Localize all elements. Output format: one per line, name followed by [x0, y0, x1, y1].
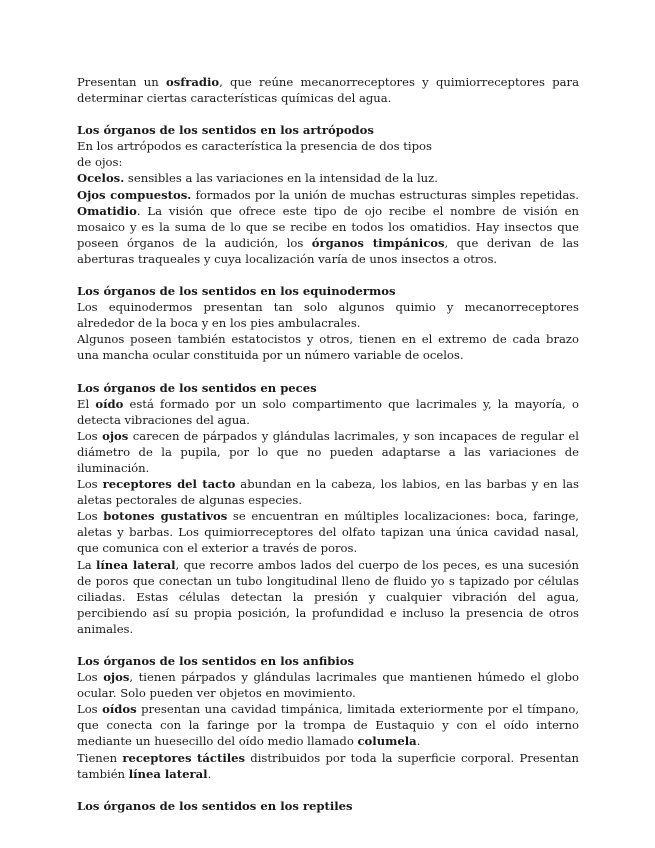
- ocelos-paragraph: [77, 170, 579, 186]
- term-oidos: oídos: [102, 702, 137, 717]
- ojos-compuestos-paragraph: [77, 187, 579, 267]
- compuestos-text: formados por la unión de muchas estructuras simples repetidas.: [191, 187, 579, 202]
- term-oido: oído: [95, 396, 124, 411]
- ocelos-text: sensibles a las variaciones en la intensidad de la luz.: [124, 171, 438, 186]
- peces-text: está formado por un solo compartimento que lacrimales y, la mayoría, o detecta vibraciones del agua.: [77, 396, 580, 427]
- anfibios-oidos-paragraph: [77, 701, 579, 749]
- term-columela: columela: [357, 734, 417, 749]
- term-omatidio: Omatidio: [77, 203, 137, 218]
- equinodermos-paragraph-1: Los equinodermos presentan tan solo algunos quimio y mecanorreceptores alrededor de la boca y en los pies ambulacrales.: [77, 300, 579, 331]
- peces-text: , que recorre ambos lados del cuerpo de los peces, es una sucesión de poros que conectan un tubo longitudinal lleno de fluido yo s tapizado por células ciliadas. Estas células detectan la presión y cualquier vibración del agua, percibiendo así su propia posición, la profundidad e incluso la presencia de otros animales.: [77, 557, 579, 636]
- peces-text: El: [77, 396, 96, 411]
- anfibios-tactiles-paragraph: [77, 750, 579, 782]
- peces-tacto-paragraph: [77, 476, 579, 508]
- anfibios-text: Tienen: [77, 750, 123, 765]
- section-heading-anfibios: Los órganos de los sentidos en los anfibios: [77, 654, 355, 668]
- anfibios-text: , tienen párpados y glándulas lacrimales que mantienen húmedo el globo ocular. Solo pueden ver objetos en movimiento.: [77, 670, 579, 701]
- anfibios-text: presentan una cavidad timpánica, limitada exteriormente por el tímpano, que conecta con la faringe por la trompa de Eustaquio y con el oído interno mediante un huesecillo del oído medio llamado: [77, 702, 579, 749]
- artropodos-line-1: En los artrópodos es característica la presencia de dos tipos: [77, 139, 432, 154]
- peces-text: Los: [77, 509, 104, 524]
- peces-text: abundan en la cabeza, los labios, en las barbas y en las aletas pectorales de algunas especies.: [77, 477, 579, 508]
- peces-text: Los: [77, 477, 103, 492]
- term-receptores-tacto: receptores del tacto: [102, 477, 236, 492]
- peces-ojos-paragraph: [77, 428, 579, 476]
- intro-term-osfradio: osfradio: [165, 75, 220, 89]
- term-ojos: ojos: [103, 670, 130, 685]
- intro-paragraph: [77, 74, 579, 106]
- peces-text: carecen de párpados y glándulas lacrimales, y son incapaces de regular el diámetro de la pupila, por lo que no pueden adaptarse a las variaciones de iluminación.: [77, 428, 579, 475]
- compuestos-text: . La visión que ofrece este tipo de ojo recibe el nombre de visión en mosaico y es la suma de lo que se recibe en todos los omatidios. Hay insectos que poseen órganos de la audición, los: [77, 203, 579, 250]
- peces-text: La: [77, 557, 96, 572]
- anfibios-text: distribuidos por toda la superficie corporal. Presentan también: [77, 750, 579, 781]
- anfibios-text: Los: [77, 702, 103, 717]
- term-receptores-tactiles: receptores táctiles: [122, 750, 246, 765]
- term-ocelos: Ocelos.: [77, 171, 125, 186]
- section-heading-peces: Los órganos de los sentidos en peces: [77, 380, 317, 395]
- term-ojos-compuestos: Ojos compuestos.: [77, 187, 192, 202]
- section-heading-reptiles: Los órganos de los sentidos en los reptiles: [77, 798, 353, 813]
- term-linea-lateral: línea lateral: [96, 557, 176, 572]
- anfibios-ojos-paragraph: [77, 669, 579, 701]
- term-ojos: ojos: [102, 428, 129, 443]
- term-organos-timpanicos: órganos timpánicos: [311, 235, 445, 250]
- intro-text: , que reúne mecanorreceptores y quimiorreceptores para determinar ciertas características químicas del agua.: [77, 75, 579, 106]
- section-heading-artropodos: Los órganos de los sentidos en los artrópodos: [77, 123, 374, 138]
- anfibios-text: .: [416, 734, 421, 749]
- document-page: [77, 74, 579, 814]
- peces-gustativos-paragraph: [77, 508, 579, 556]
- peces-text: Los: [77, 428, 103, 443]
- anfibios-text: .: [207, 766, 212, 781]
- section-heading-equinodermos: Los órganos de los sentidos en los equinodermos: [77, 284, 396, 299]
- peces-linea-lateral-paragraph: [77, 557, 579, 637]
- equinodermos-paragraph-2: Algunos poseen también estatocistos y otros, tienen en el extremo de cada brazo una mancha ocular constituida por un número variable de ocelos.: [77, 332, 579, 363]
- artropodos-line-2: de ojos:: [77, 155, 123, 170]
- term-linea-lateral: línea lateral: [128, 766, 208, 781]
- peces-text: se encuentran en múltiples localizaciones: boca, faringe, aletas y barbas. Los quimiorreceptores del olfato tapizan una única cavidad nasal, que comunica con el exterior a través de poros.: [77, 509, 579, 556]
- peces-oido-paragraph: [77, 396, 579, 428]
- intro-text: Presentan un: [77, 75, 166, 89]
- term-botones-gustativos: botones gustativos: [103, 509, 228, 524]
- anfibios-text: Los: [77, 670, 104, 685]
- compuestos-text: , que derivan de las aberturas traqueales y cuya localización varía de unos insectos a otros.: [77, 235, 579, 266]
